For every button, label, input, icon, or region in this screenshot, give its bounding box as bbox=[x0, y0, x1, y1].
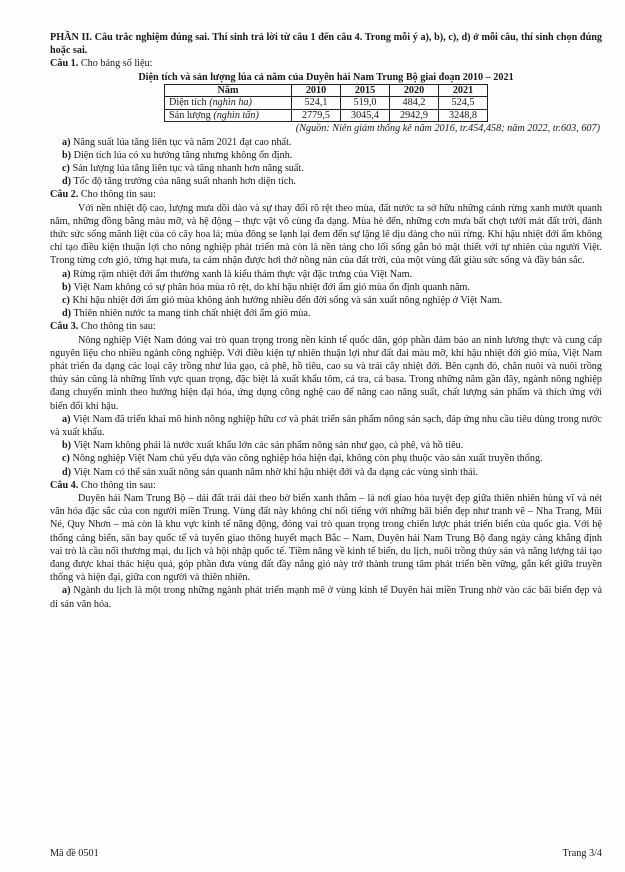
table-cell: 524,5 bbox=[439, 97, 488, 110]
table-header-cell: 2010 bbox=[292, 84, 341, 97]
table-cell: 2942,9 bbox=[390, 109, 439, 122]
table-cell: 3045,4 bbox=[341, 109, 390, 122]
question-4-header: Câu 4. Cho thông tin sau: bbox=[50, 479, 156, 491]
option-item: b) Diện tích lúa có xu hướng tăng nhưng không ổn định. bbox=[62, 149, 293, 161]
table-header-cell: 2021 bbox=[439, 84, 488, 97]
exam-code: Mã đề 0501 bbox=[50, 848, 99, 859]
question-3-passage: Nông nghiệp Việt Nam đóng vai trò quan trọng trong nền kinh tế quốc dân, góp phần đảm bảo an ninh lương thực và cung cấp nguyên liệu cho nhiều ngành công nghiệp. Với điều kiện tự nhiên thuận lợi như đất đai màu mỡ, khí hậu nhiệt đới gió mùa, Việt Nam phát triển đa dạng các loại cây trồng như lúa gạo, cà phê, hồ tiêu, cao su và trái cây nhiệt đới. Bên cạnh đó, chăn nuôi và nuôi trồng thủy sản cũng là những lĩnh vực quan trọng, đặc biệt là xuất khẩu tôm, cá tra, cá basa. Trong những năm gần đây, ngành nông nghiệp đang chuyển mình theo hướng hiện đại hóa, ứng dụng công nghệ cao để nâng cao năng suất, chất lượng sản phẩm và thích ứng với biến đổi khí hậu. bbox=[50, 334, 602, 412]
table-cell: 484,2 bbox=[390, 97, 439, 110]
table-row bbox=[165, 109, 488, 122]
table-cell: 2779,5 bbox=[292, 109, 341, 122]
option-item: a) Rừng rậm nhiệt đới ẩm thường xanh là kiểu thảm thực vật đặc trưng của Việt Nam. bbox=[62, 268, 413, 280]
table-source: (Nguồn: Niên giám thống kê năm 2016, tr.454,458; năm 2022, tr.603, 607) bbox=[295, 123, 600, 135]
question-3-header: Câu 3. Cho thông tin sau: bbox=[50, 321, 156, 333]
question-4-passage: Duyên hải Nam Trung Bộ – dải đất trải dài theo bờ biển xanh thẳm – là nơi giao hòa tuyệt đẹp giữa thiên nhiên hùng vĩ và nét văn hóa đặc sắc của con người miền Trung. Vùng đất này không chỉ nổi tiếng với những bãi biển đẹp như tranh vẽ – Nha Trang, Mũi Né, Quy Nhơn – mà còn là khu vực kinh tế năng động, đóng vai trò quan trọng trong chiến lược phát triển biển của quốc gia. Với hệ thống cảng biển, sân bay quốc tế và tuyến giao thông huyết mạch Bắc – Nam, Duyên hải Nam Trung Bộ đang ngày càng khẳng định vai trò là cầu nối thương mại, du lịch và hội nhập quốc tế. Tiềm năng về kinh tế biển, du lịch, nuôi trồng thủy sản và năng lượng tái tạo đang được khai thác hiệu quả, góp phần đưa vùng đất đầy nắng gió này trở thành trung tâm phát triển bền vững, gắn kết giữa truyền thống và hiện đại, giữa con người và thiên nhiên. bbox=[50, 493, 602, 584]
option-item: a) Ngành du lịch là một trong những ngành phát triển mạnh mẽ ở vùng kinh tế Duyên hải miền Trung nhờ vào các bãi biển đẹp và di sản văn hóa. bbox=[50, 585, 603, 610]
table-cell: 524,1 bbox=[292, 97, 341, 110]
question-1-header bbox=[50, 57, 602, 70]
table-header-row bbox=[165, 84, 488, 97]
data-table bbox=[164, 84, 488, 123]
option-item: c) Nông nghiệp Việt Nam chủ yếu dựa vào công nghiệp hóa hiện đại, không còn phụ thuộc vào sản xuất truyền thống. bbox=[62, 453, 543, 465]
table-row-label: Diện tích (nghìn ha) bbox=[165, 97, 292, 110]
question-1-prompt: Cho bảng số liệu: bbox=[80, 58, 153, 70]
option-item: b) Việt Nam không phải là nước xuất khẩu lớn các sản phẩm nông sản như gạo, cà phê, và hồ tiêu. bbox=[62, 440, 464, 452]
option-item: c) Khí hậu nhiệt đới ẩm gió mùa không ảnh hưởng nhiều đến đời sống và sản xuất nông nghiệp ở Việt Nam. bbox=[62, 294, 503, 306]
part-title: PHẦN II. Câu trắc nghiệm đúng sai. Thí sinh trả lời từ câu 1 đến câu 4. Trong mỗi ý a), b), c), d) ở mỗi câu, thí sinh chọn đúng hoặc sai. bbox=[50, 32, 602, 57]
option-item: b) Việt Nam không có sự phân hóa mùa rõ rệt, do khí hậu nhiệt đới ẩm gió mùa ổn định quanh năm. bbox=[62, 281, 470, 293]
option-item: c) Sản lượng lúa tăng liên tục và tăng nhanh hơn năng suất. bbox=[62, 162, 304, 174]
table-header-cell: Năm bbox=[165, 84, 292, 97]
table-row-label: Sản lượng (nghìn tấn) bbox=[165, 109, 292, 122]
table-cell: 519,0 bbox=[341, 97, 390, 110]
page-content bbox=[50, 31, 602, 611]
option-item: d) Việt Nam có thể sản xuất nông sản quanh năm nhờ khí hậu nhiệt đới và đa dạng các vùng sinh thái. bbox=[62, 466, 478, 478]
page-number: Trang 3/4 bbox=[562, 848, 602, 859]
option-item: a) Việt Nam đã triển khai mô hình nông nghiệp hữu cơ và phát triển sản phẩm nông sản sạch, đáp ứng nhu cầu tiêu dùng trong nước và xuất khẩu. bbox=[50, 413, 602, 438]
table-header-cell: 2015 bbox=[341, 84, 390, 97]
option-item: d) Tốc độ tăng trưởng của năng suất nhanh hơn diện tích. bbox=[62, 176, 296, 188]
option-item: a) Năng suất lúa tăng liên tục và năm 2021 đạt cao nhất. bbox=[62, 136, 292, 148]
table-header-cell: 2020 bbox=[390, 84, 439, 97]
question-2-header: Câu 2. Cho thông tin sau: bbox=[50, 189, 156, 201]
table-row bbox=[165, 97, 488, 110]
question-2-passage: Với nền nhiệt độ cao, lượng mưa dồi dào và sự thay đổi rõ rệt theo mùa, đất nước ta sở hữu những cánh rừng xanh mướt quanh năm, những đồng bằng màu mỡ, và hệ động – thực vật vô cùng đa dạng. Mùa hè đến, những cơn mưa bất chợt tưới mát đất trời, đánh thức sức sống mãnh liệt của cỏ cây hoa lá; mùa đông se lạnh lại đem đến sự lặng lẽ dịu dàng cho núi rừng. Khí hậu nhiệt đới ẩm không chỉ tạo điều kiện thuận lợi cho nông nghiệp phát triển mà còn là nền tảng cho lối sống gắn bó mật thiết với tự nhiên của người Việt. Trong từng cơn gió, từng hạt mưa, ta cảm nhận được hơi thở nồng nàn của đất trời, của một vùng đất giàu sức sống và đầy bản sắc. bbox=[50, 202, 602, 267]
table-title: Diện tích và sản lượng lúa cả năm của Duyên hải Nam Trung Bộ giai đoạn 2010 – 2021 bbox=[138, 71, 514, 83]
question-1-label: Câu 1. bbox=[50, 58, 79, 70]
option-item: d) Thiên nhiên nước ta mang tính chất nhiệt đới ẩm gió mùa. bbox=[62, 308, 311, 320]
table-cell: 3248,8 bbox=[439, 109, 488, 122]
